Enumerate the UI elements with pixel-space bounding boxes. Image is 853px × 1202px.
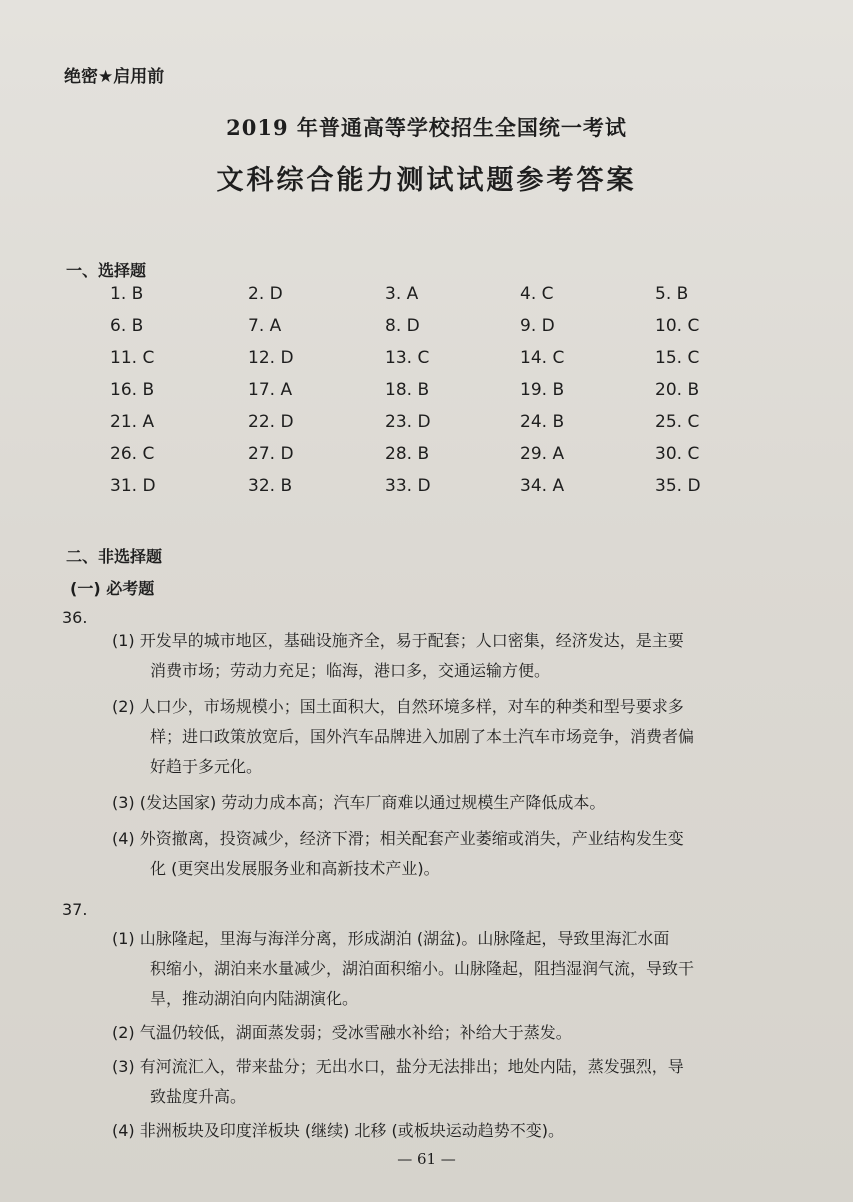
answer-cell: 31. D [110,476,156,496]
answer-row [110,348,750,380]
answer-part [112,1116,792,1146]
answer-cell: 28. B [385,444,430,464]
answer-cell: 30. C [655,444,700,464]
answer-line: 消费市场；劳动力充足；临海，港口多，交通运输方便。 [150,661,551,680]
section-heading-nonchoice: 二、非选择题 [66,547,163,566]
answer-cell: 23. D [385,412,431,432]
answer-cell: 19. B [520,380,565,400]
answer-line: (4) 非洲板块及印度洋板块 (继续) 北移 (或板块运动趋势不变)。 [112,1121,564,1140]
answer-row [110,284,750,316]
answer-part [112,692,792,782]
question-36-number: 36. [62,608,88,627]
answer-row [110,412,750,444]
question-36-answers [112,626,792,890]
subsection-heading-required: (一) 必考题 [70,579,155,598]
answer-cell: 35. D [655,476,701,496]
exam-subtitle: 文科综合能力测试试题参考答案 [216,165,637,196]
answer-row [110,380,750,412]
answer-part [112,1052,792,1112]
page-number: — 61 — [397,1150,456,1168]
answer-cell: 16. B [110,380,155,400]
answer-cell: 25. C [655,412,700,432]
question-37-number: 37. [62,900,88,919]
answer-cell: 34. A [520,476,565,496]
answer-line: (4) 外资撤离，投资减少，经济下滑；相关配套产业萎缩或消失，产业结构发生变 [112,829,684,848]
answer-cell: 26. C [110,444,155,464]
answer-line: (3) 有河流汇入，带来盐分；无出水口，盐分无法排出；地处内陆，蒸发强烈，导 [112,1057,684,1076]
answer-cell: 8. D [385,316,420,336]
answer-cell: 10. C [655,316,700,336]
question-37-answers [112,924,792,1150]
answer-cell: 18. B [385,380,430,400]
answer-cell: 33. D [385,476,431,496]
answer-cell: 17. A [248,380,293,400]
answer-cell: 2. D [248,284,283,304]
answer-cell: 6. B [110,316,144,336]
answer-part [112,1018,792,1048]
answer-row [110,444,750,476]
answer-part [112,824,792,884]
answer-cell: 27. D [248,444,294,464]
answer-line: (1) 开发早的城市地区，基础设施齐全，易于配套；人口密集，经济发达，是主要 [112,631,684,650]
answer-row [110,316,750,348]
answer-cell: 7. A [248,316,282,336]
choice-answer-grid [110,284,750,508]
answer-line: 旱，推动湖泊向内陆湖演化。 [150,989,359,1008]
answer-row [110,476,750,508]
answer-cell: 11. C [110,348,155,368]
confidential-label: 绝密★启用前 [64,67,165,87]
answer-cell: 9. D [520,316,555,336]
answer-cell: 5. B [655,284,689,304]
section-heading-choice: 一、选择题 [66,261,147,280]
answer-cell: 4. C [520,284,554,304]
answer-cell: 29. A [520,444,565,464]
answer-line: 致盐度升高。 [150,1087,247,1106]
answer-line: 样；进口政策放宽后，国外汽车品牌进入加剧了本土汽车市场竞争，消费者偏 [150,727,695,746]
answer-cell: 20. B [655,380,700,400]
answer-line: (2) 人口少，市场规模小；国土面积大，自然环境多样，对车的种类和型号要求多 [112,697,684,716]
answer-line: 好趋于多元化。 [150,757,263,776]
answer-cell: 3. A [385,284,419,304]
answer-part [112,788,792,818]
answer-line: (1) 山脉隆起，里海与海洋分离，形成湖泊 (湖盆)。山脉隆起，导致里海汇水面 [112,929,670,948]
answer-cell: 15. C [655,348,700,368]
answer-part [112,924,792,1014]
answer-cell: 24. B [520,412,565,432]
answer-line: (2) 气温仍较低，湖面蒸发弱；受冰雪融水补给；补给大于蒸发。 [112,1023,572,1042]
answer-cell: 12. D [248,348,294,368]
answer-line: 化 (更突出发展服务业和高新技术产业)。 [150,859,440,878]
exam-title: 2019 年普通高等学校招生全国统一考试 [226,115,627,140]
answer-cell: 13. C [385,348,430,368]
answer-cell: 32. B [248,476,293,496]
answer-part [112,626,792,686]
answer-cell: 21. A [110,412,155,432]
answer-cell: 1. B [110,284,144,304]
answer-cell: 22. D [248,412,294,432]
answer-line: 积缩小，湖泊来水量减少，湖泊面积缩小。山脉隆起，阻挡湿润气流，导致干 [150,959,695,978]
answer-line: (3) (发达国家) 劳动力成本高；汽车厂商难以通过规模生产降低成本。 [112,793,606,812]
answer-cell: 14. C [520,348,565,368]
